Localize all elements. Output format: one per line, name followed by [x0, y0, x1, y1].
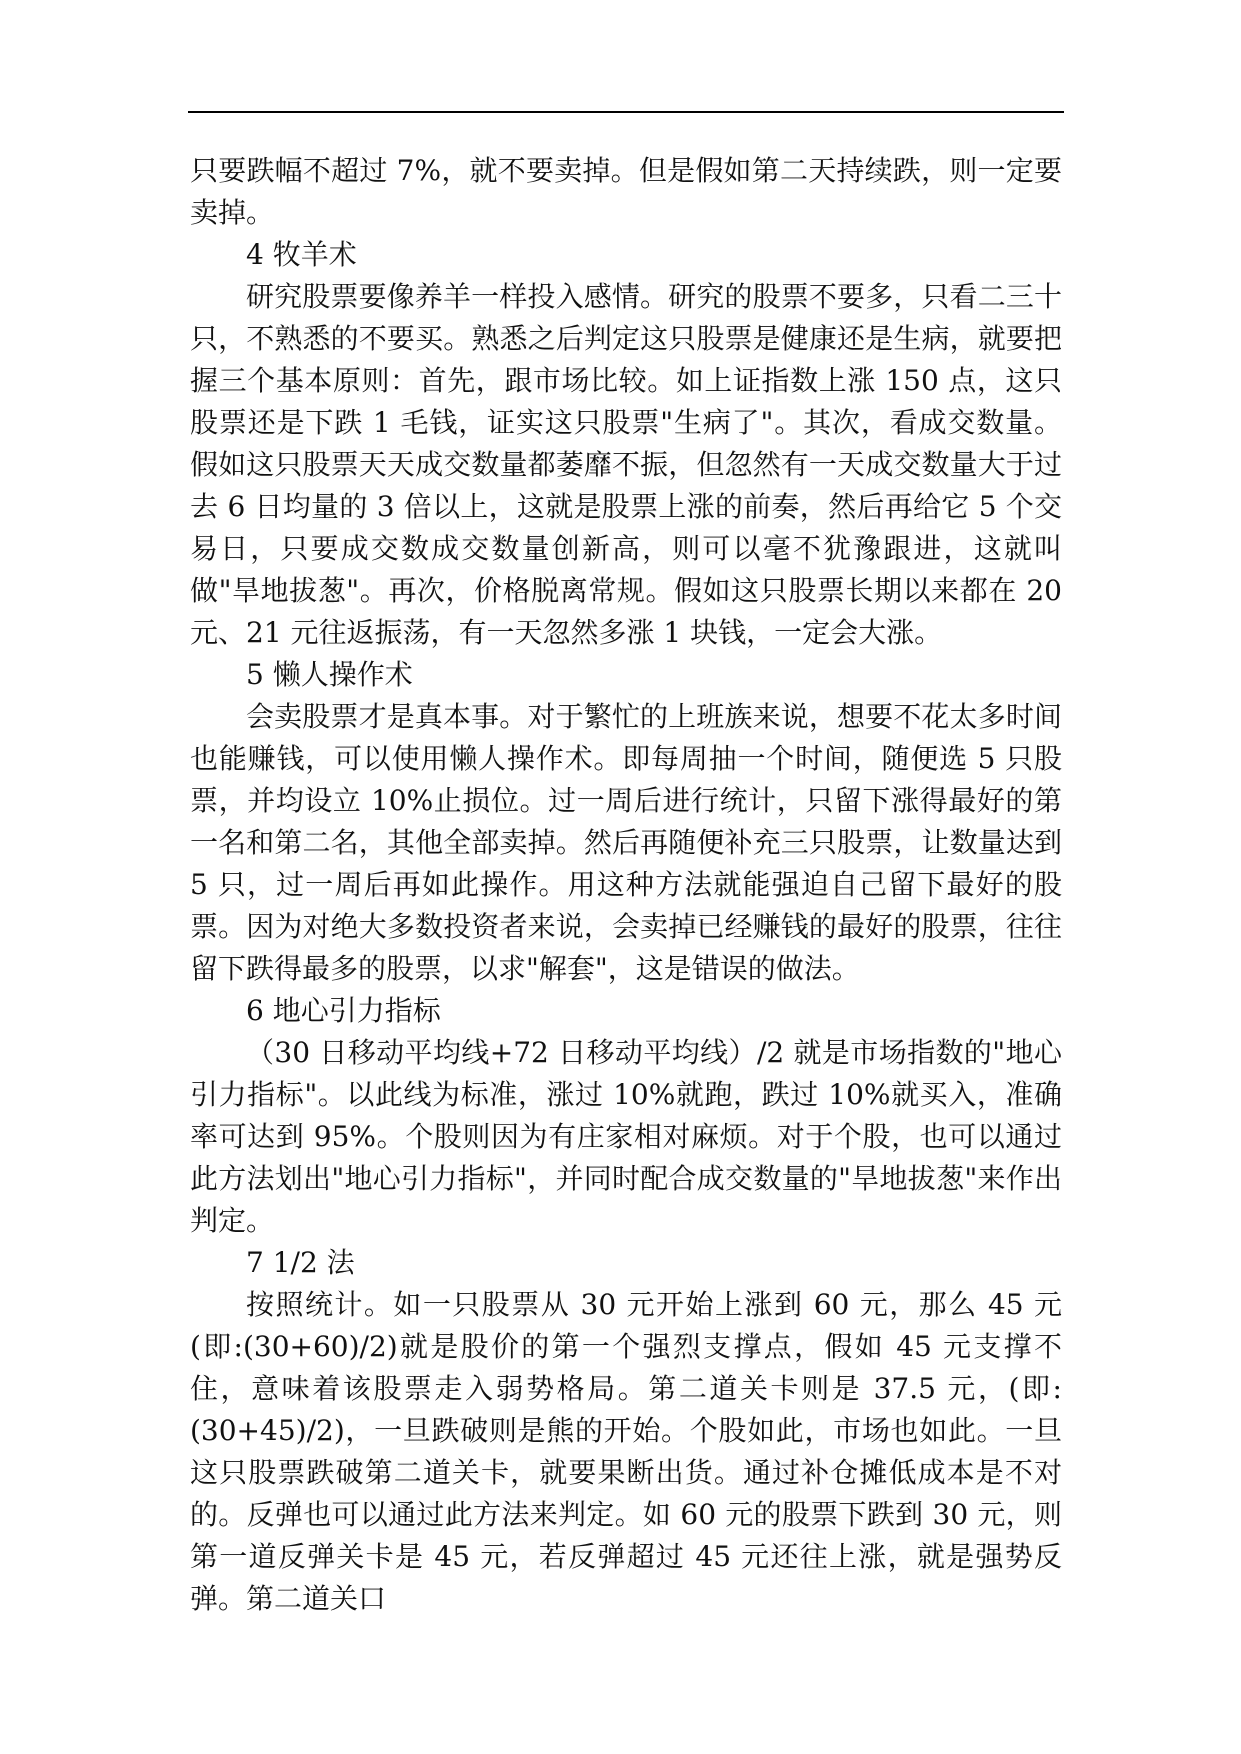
- section-heading-5: 5 懒人操作术: [246, 658, 413, 691]
- paragraph-shepherd-method: 研究股票要像养羊一样投入感情。研究的股票不要多，只看二三十只，不熟悉的不要买。熟悉之后判定这只股票是健康还是生病，就要把握三个基本原则：首先，跟市场比较。如上证指数上涨 150 点，这只股票还是下跌 1 毛钱，证实这只股票"生病了"。其次，看成交数量。假如这只股票天天成交数量都萎靡不振，但忽然有一天成交数量大于过去 6 日均量的 3 倍以上，这就是股票上涨的前奏，然后再给它 5 个交易日，只要成交数成交数量创新高，则可以毫不犹豫跟进，这就叫做"旱地拔葱"。再次，价格脱离常规。假如这只股票长期以来都在 20 元、21 元往返振荡，有一天忽然多涨 1 块钱，一定会大涨。: [190, 280, 1062, 649]
- paragraph-lazy-method: 会卖股票才是真本事。对于繁忙的上班族来说，想要不花太多时间也能赚钱，可以使用懒人操作术。即每周抽一个时间，随便选 5 只股票，并均设立 10%止损位。过一周后进行统计，只留下涨得最好的第一名和第二名，其他全部卖掉。然后再随便补充三只股票，让数量达到 5 只，过一周后再如此操作。用这种方法就能强迫自己留下最好的股票。因为对绝大多数投资者来说，会卖掉已经赚钱的最好的股票，往往留下跌得最多的股票，以求"解套"，这是错误的做法。: [190, 700, 1062, 985]
- paragraph-continuation: 只要跌幅不超过 7%，就不要卖掉。但是假如第二天持续跌，则一定要卖掉。: [190, 154, 1062, 229]
- section-heading-4: 4 牧羊术: [246, 238, 357, 271]
- section-heading-7: 7 1/2 法: [246, 1246, 355, 1279]
- paragraph-gravity-indicator: （30 日移动平均线+72 日移动平均线）/2 就是市场指数的"地心引力指标"。以此线为标准，涨过 10%就跑，跌过 10%就买入，准确率可达到 95%。个股则因为有庄家相对麻烦。对于个股，也可以通过此方法划出"地心引力指标"，并同时配合成交数量的"旱地拔葱"来作出判定。: [190, 1036, 1062, 1237]
- document-body: [190, 150, 1062, 1620]
- section-heading-6: 6 地心引力指标: [246, 994, 441, 1027]
- paragraph-half-method: 按照统计。如一只股票从 30 元开始上涨到 60 元，那么 45 元(即:(30+60)/2)就是股价的第一个强烈支撑点，假如 45 元支撑不住，意味着该股票走入弱势格局。第二道关卡则是 37.5 元，(即:(30+45)/2)，一旦跌破则是熊的开始。个股如此，市场也如此。一旦这只股票跌破第二道关卡，就要果断出货。通过补仓摊低成本是不对的。反弹也可以通过此方法来判定。如 60 元的股票下跌到 30 元，则第一道反弹关卡是 45 元，若反弹超过 45 元还往上涨，就是强势反弹。第二道关口: [190, 1288, 1062, 1615]
- header-rule: [188, 111, 1064, 113]
